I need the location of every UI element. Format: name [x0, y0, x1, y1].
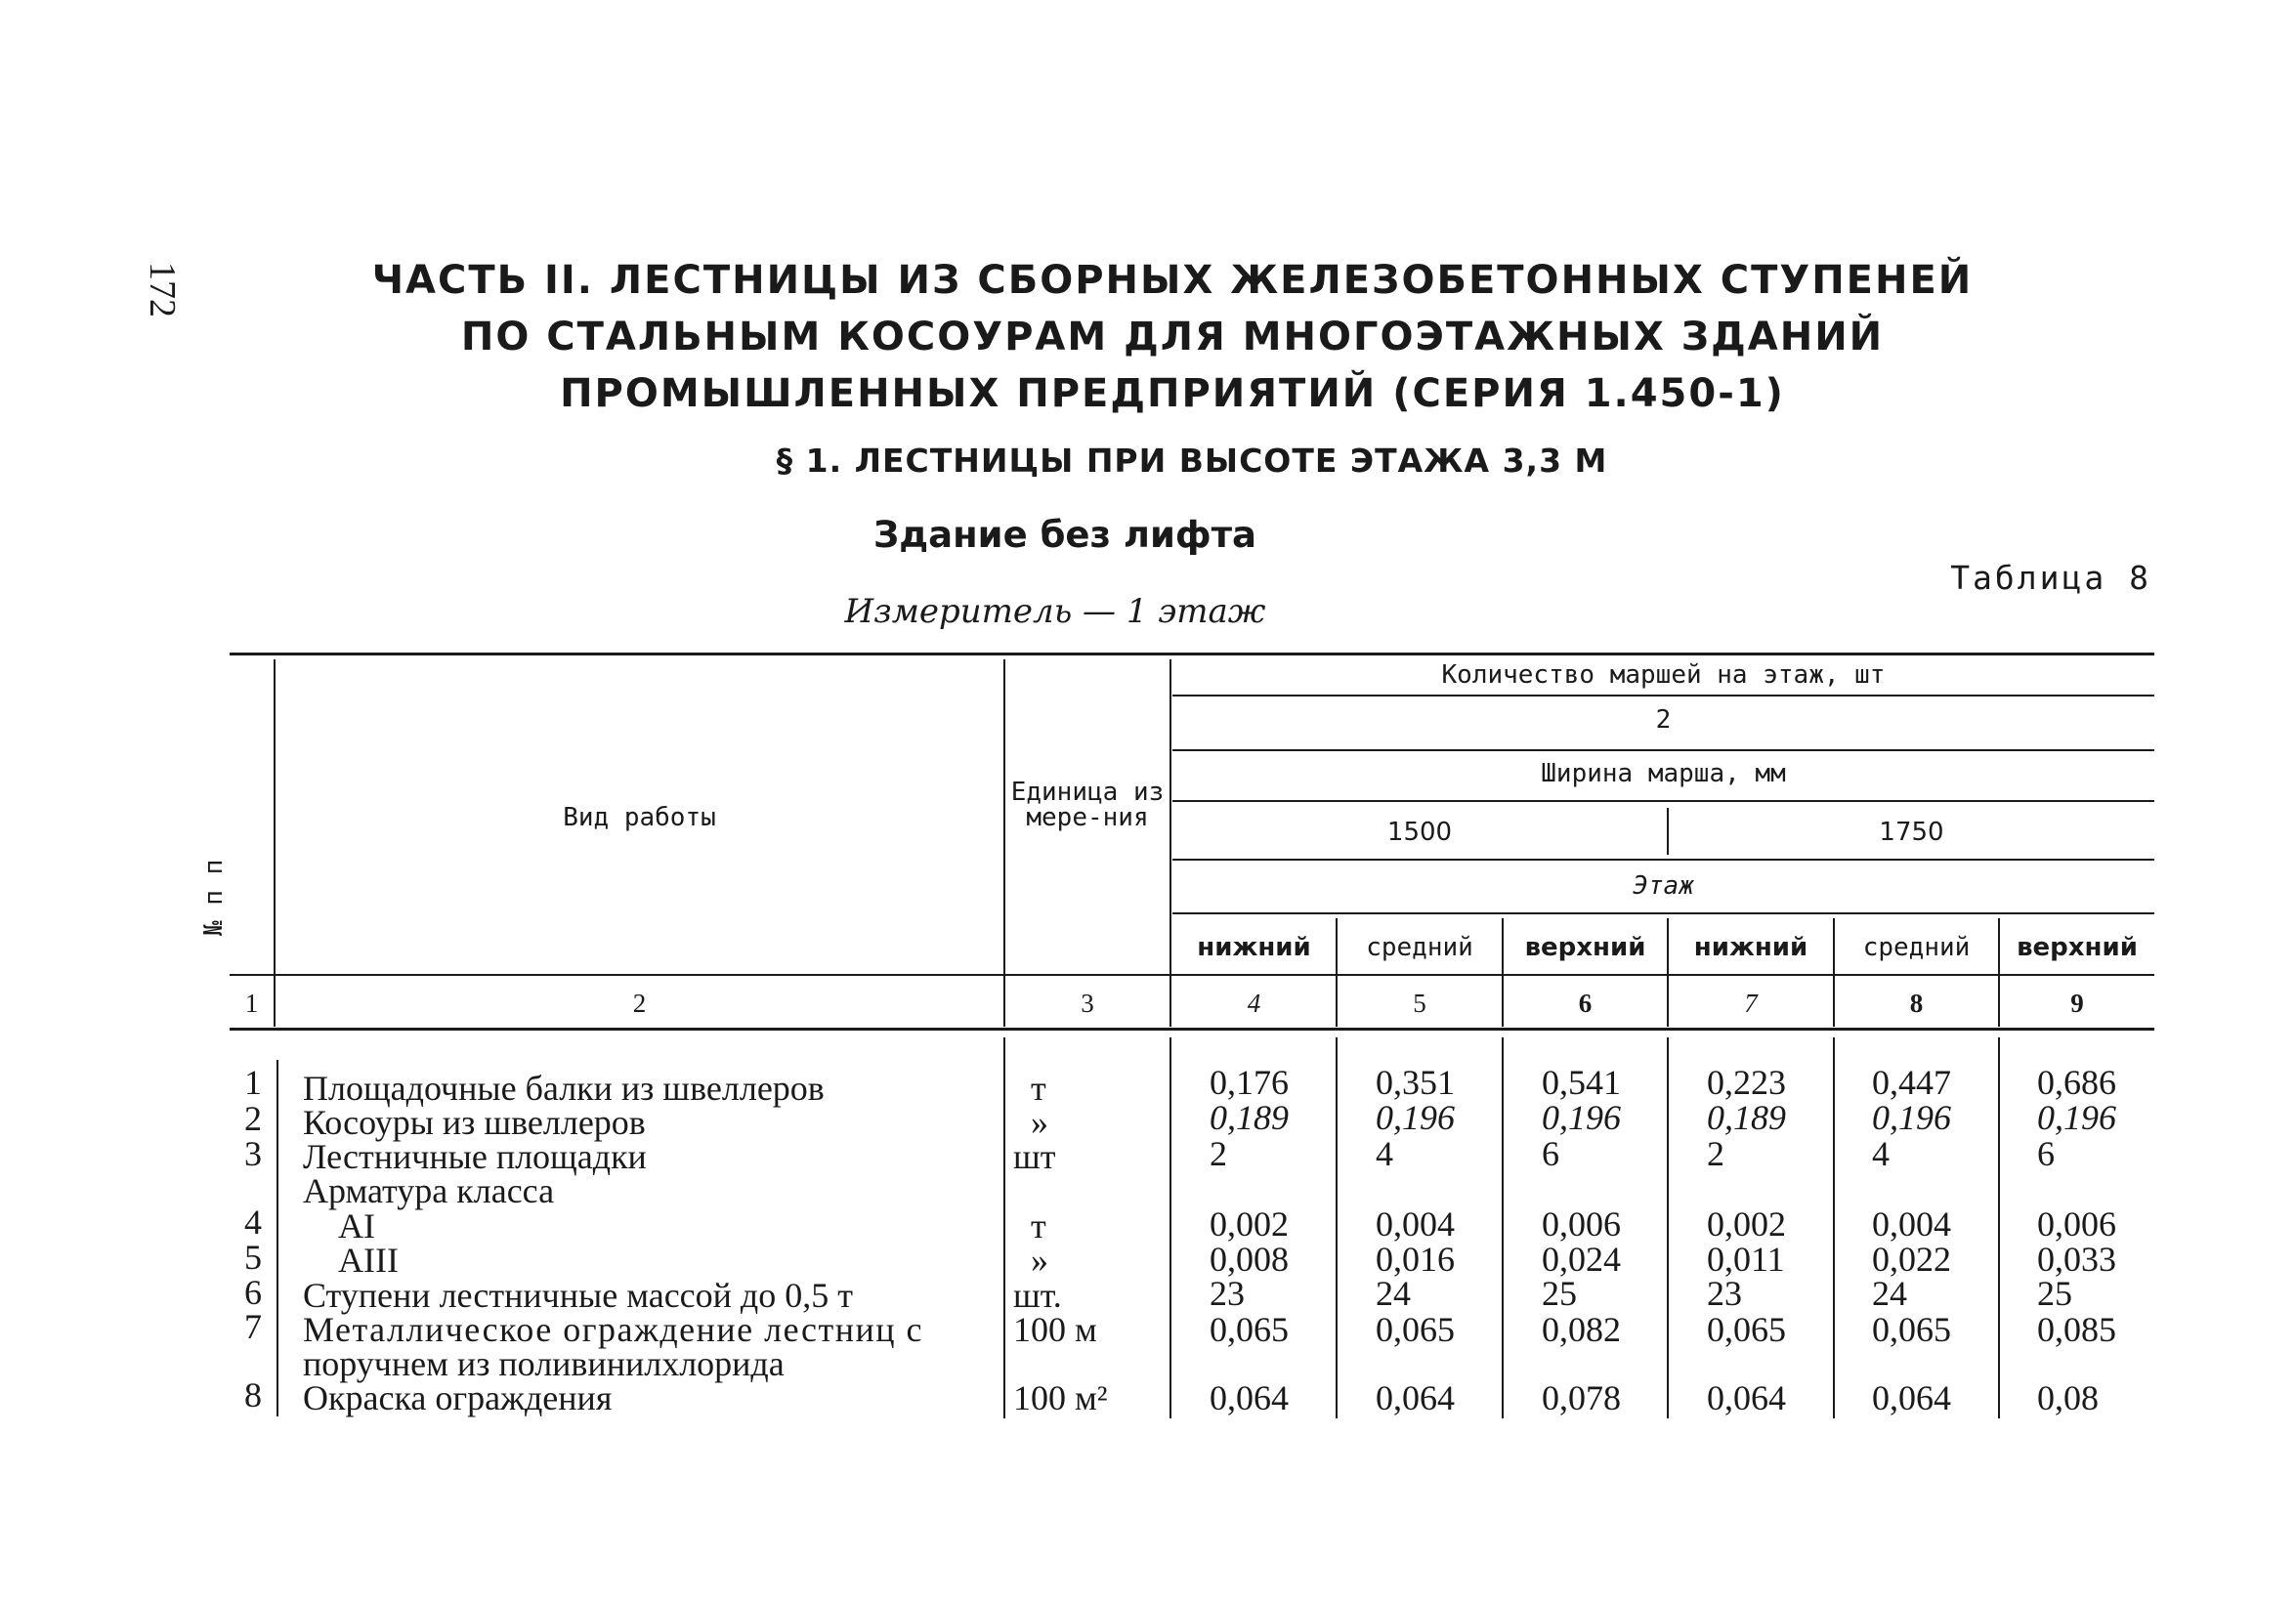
row-unit: т: [1031, 1069, 1046, 1108]
rule-width: [1172, 800, 2154, 802]
vrule-body-7: [1833, 1037, 1835, 1418]
row-number: 2: [244, 1099, 262, 1138]
value-cell: 0,064: [1376, 1378, 1455, 1417]
chapter-title-line-2: ПО СТАЛЬНЫМ КОСОУРАМ ДЛЯ МНОГОЭТАЖНЫХ ЗДАНИЙ: [460, 315, 1885, 359]
value-cell: 0,022: [1872, 1240, 1951, 1279]
header-row-number: № п п: [199, 859, 229, 936]
value-cell: 0,686: [2037, 1063, 2116, 1102]
value-cell: 0,196: [1872, 1098, 1951, 1137]
row-number: 8: [244, 1375, 262, 1414]
chapter-title: [322, 252, 2022, 422]
value-cell: 0,351: [1376, 1063, 1455, 1102]
vrule-body-4: [1336, 1037, 1338, 1418]
rule-width-values: [1172, 859, 2154, 861]
row-name: AI: [338, 1206, 375, 1245]
row-name: Косоуры из швеллеров: [303, 1103, 646, 1142]
value-cell: 2: [1707, 1134, 1724, 1173]
row-group-label: Арматура класса: [303, 1171, 555, 1210]
row-number: 7: [244, 1307, 262, 1346]
chapter-title-line-1: ЧАСТЬ II. ЛЕСТНИЦЫ ИЗ СБОРНЫХ ЖЕЛЕЗОБЕТОННЫХ СТУПЕНЕЙ: [371, 258, 1974, 303]
value-cell: 0,08: [2037, 1378, 2099, 1417]
value-cell: 0,196: [1542, 1098, 1621, 1137]
vrule-1: [274, 659, 276, 1027]
page-number: 172: [142, 262, 183, 317]
row-number: 5: [244, 1238, 262, 1277]
value-cell: 0,085: [2037, 1310, 2116, 1349]
row-name: Лестничные площадки: [303, 1137, 647, 1176]
column-number-1: 1: [244, 989, 259, 1018]
subheading: Здание без лифта: [872, 514, 1257, 556]
value-cell: 0,004: [1872, 1204, 1951, 1244]
value-cell: 0,008: [1210, 1240, 1289, 1279]
value-cell: 24: [1376, 1274, 1411, 1313]
value-cell: 0,064: [1707, 1378, 1786, 1417]
rule-header-bottom: [230, 974, 2154, 976]
row-name: AIII: [338, 1241, 399, 1280]
column-number-6: 6: [1578, 989, 1593, 1018]
value-cell: 0,016: [1376, 1240, 1455, 1279]
value-cell: 0,004: [1376, 1204, 1455, 1244]
value-cell: 0,006: [2037, 1204, 2116, 1244]
vrule-body-3: [1169, 1037, 1171, 1418]
rule-count: [1172, 749, 2154, 751]
header-floor: Этаж: [1633, 871, 1694, 901]
value-cell: 0,223: [1707, 1063, 1786, 1102]
value-cell: 0,189: [1707, 1098, 1786, 1137]
header-floor-lower-1500: нижний: [1197, 933, 1311, 962]
column-number-5: 5: [1413, 989, 1426, 1018]
value-cell: 0,002: [1210, 1204, 1289, 1244]
row-name: Металлическое ограждение лестниц с: [303, 1310, 923, 1349]
value-cell: 2: [1210, 1134, 1227, 1173]
rule-marches: [1172, 695, 2154, 696]
header-work-type: Вид работы: [563, 803, 716, 832]
header-floor-middle-1500: средний: [1366, 933, 1473, 962]
header-marches-count: 2: [1655, 705, 1672, 735]
value-cell: 0,002: [1707, 1204, 1786, 1244]
value-cell: 0,196: [1376, 1098, 1455, 1137]
row-unit: шт: [1013, 1137, 1056, 1176]
value-cell: 0,541: [1542, 1063, 1621, 1102]
row-unit: т: [1031, 1206, 1046, 1245]
row-number: 4: [244, 1203, 262, 1242]
value-cell: 0,176: [1210, 1063, 1289, 1102]
vrule-body-8: [1998, 1037, 2000, 1418]
value-cell: 0,196: [2037, 1098, 2116, 1137]
section-heading: § 1. ЛЕСТНИЦЫ ПРИ ВЫСОТЕ ЭТАЖА 3,3 М: [776, 442, 1608, 480]
value-cell: 0,064: [1872, 1378, 1951, 1417]
value-cell: 0,065: [1376, 1310, 1455, 1349]
chapter-title-line-3: ПРОМЫШЛЕННЫХ ПРЕДПРИЯТИЙ (СЕРИЯ 1.450-1): [560, 371, 1785, 416]
row-name: Окраска ограждения: [303, 1378, 613, 1417]
header-width: Ширина марша, мм: [1541, 759, 1786, 788]
value-cell: 23: [1707, 1274, 1742, 1313]
vrule-body-5: [1502, 1037, 1504, 1418]
row-unit: »: [1031, 1241, 1048, 1280]
vrule-body-1: [276, 1060, 278, 1416]
header-floor-upper-1500: верхний: [1524, 933, 1646, 962]
row-unit: »: [1031, 1103, 1048, 1142]
value-cell: 23: [1210, 1274, 1245, 1313]
row-name: Площадочные балки из швеллеров: [303, 1069, 825, 1108]
value-cell: 6: [1542, 1134, 1559, 1173]
rule-floor: [1172, 912, 2154, 914]
value-cell: 0,006: [1542, 1204, 1621, 1244]
column-number-9: 9: [2070, 989, 2084, 1018]
header-width-1750: 1750: [1879, 818, 1944, 847]
value-cell: 0,078: [1542, 1378, 1621, 1417]
table-label: Таблица 8: [1950, 559, 2151, 597]
column-number-8: 8: [1909, 989, 1924, 1018]
header-floor-middle-1750: средний: [1862, 933, 1971, 962]
value-cell: 0,064: [1210, 1378, 1289, 1417]
value-cell: 0,447: [1872, 1063, 1951, 1102]
value-cell: 0,065: [1707, 1310, 1786, 1349]
vrule-3: [1169, 659, 1171, 1027]
header-floor-upper-1750: верхний: [2017, 933, 2138, 962]
row-name: Ступени лестничные массой до 0,5 т: [303, 1276, 853, 1315]
value-cell: 0,082: [1542, 1310, 1621, 1349]
row-unit: 100 м: [1013, 1310, 1097, 1349]
value-cell: 0,024: [1542, 1240, 1621, 1279]
value-cell: 0,065: [1210, 1310, 1289, 1349]
row-unit: 100 м²: [1013, 1378, 1108, 1417]
table-top-rule: [230, 653, 2154, 655]
row-number: 3: [244, 1134, 262, 1173]
column-number-7: 7: [1744, 989, 1758, 1018]
value-cell: 6: [2037, 1134, 2055, 1173]
value-cell: 0,033: [2037, 1240, 2116, 1279]
vrule-2: [1003, 659, 1005, 1027]
value-cell: 4: [1376, 1134, 1393, 1173]
value-cell: 0,189: [1210, 1098, 1289, 1137]
measure-unit: Измеритель — 1 этаж: [844, 592, 1266, 631]
column-number-3: 3: [1081, 989, 1094, 1018]
value-cell: 4: [1872, 1134, 1890, 1173]
row-unit: шт.: [1013, 1276, 1062, 1315]
value-cell: 0,065: [1872, 1310, 1951, 1349]
value-cell: 25: [2037, 1274, 2072, 1313]
header-width-1500: 1500: [1386, 818, 1453, 847]
column-number-4: 4: [1247, 989, 1261, 1018]
value-cell: 0,011: [1707, 1240, 1785, 1279]
value-cell: 24: [1872, 1274, 1907, 1313]
column-number-2: 2: [632, 989, 647, 1018]
row-name-continuation: поручнем из поливинилхлорида: [303, 1344, 785, 1383]
row-number: 6: [244, 1273, 262, 1312]
vrule-body-6: [1667, 1037, 1669, 1418]
vrule-body-2: [1003, 1037, 1005, 1418]
header-unit: Единица измере-ния: [1010, 778, 1165, 832]
header-floor-lower-1750: нижний: [1693, 933, 1808, 962]
row-number: 1: [244, 1063, 262, 1102]
value-cell: 25: [1542, 1274, 1577, 1313]
header-marches: Количество маршей на этаж, шт: [1441, 660, 1886, 690]
rule-column-numbers: [230, 1028, 2154, 1031]
